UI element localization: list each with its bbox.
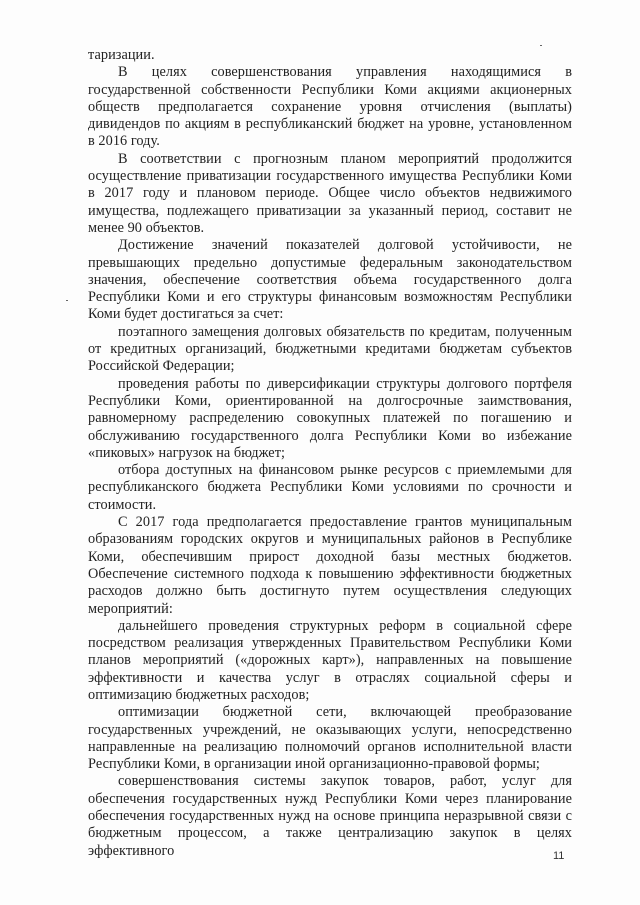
body-text: [88, 47, 572, 860]
paragraph: Достижение значений показателей долговой устойчивости, не превышающих предельно допустимые федеральным законодательством значения, обеспечение соответствия объема государственного долга Республики Коми и его структуры финансовым возможностям Республики Коми будет достигаться за счет:: [88, 237, 572, 323]
page-number: 11: [553, 850, 565, 862]
paragraph: оптимизации бюджетной сети, включающей преобразование государственных учреждений, не оказывающих услуги, непосредственно направленные на реализацию полномочий органов исполнительной власти Республики Коми, в организации иной организационно-правовой формы;: [88, 704, 572, 773]
paragraph: поэтапного замещения долговых обязательств по кредитам, полученным от кредитных организаций, бюджетными кредитами бюджетам субъектов Российской Федерации;: [88, 323, 572, 375]
paragraph: проведения работы по диверсификации структуры долгового портфеля Республики Коми, ориентированной на долгосрочные заимствования, равномерному распределению совокупных платежей по погашению и обслуживанию государственного долга Республики Коми во избежание «пиковых» нагрузок на бюджет;: [88, 375, 572, 461]
paragraph: отбора доступных на финансовом рынке ресурсов с приемлемыми для республиканского бюджета Республики Коми условиями по срочности и стоимости.: [88, 462, 572, 513]
scan-speck: [66, 300, 68, 301]
paragraph: С 2017 года предполагается предоставление грантов муниципальным образованиям городских округов и муниципальных районов в Республике Коми, обеспечившим прирост доходной базы местных бюджетов. Обеспечение системного подхода к повышению эффективности бюджетных расходов должно быть достигнуто путем осуществления следующих мероприятий:: [88, 514, 572, 617]
paragraph: В соответствии с прогнозным планом мероприятий продолжится осуществление приватизации государственного имущества Республики Коми в 2017 году и плановом периоде. Общее число объектов недвижимого имущества, подлежащего приватизации за указанный период, составит не менее 90 объектов.: [88, 150, 572, 236]
paragraph: дальнейшего проведения структурных реформ в социальной сфере посредством реализация утвержденных Правительством Республики Коми планов мероприятий («дорожных карт»), направленных на повышение эффективности и качества услуг в отраслях социальной сферы и оптимизацию бюджетных расходов;: [88, 617, 572, 703]
paragraph: таризации.: [88, 47, 155, 63]
scan-speck: [540, 45, 542, 46]
paragraph: В целях совершенствования управления находящимися в государственной собственности Республики Коми акциями акционерных обществ предполагается сохранение уровня отчисления (выплаты) дивидендов по акциям в республиканский бюджет на уровне, установленном в 2016 году.: [88, 64, 572, 150]
paragraph: совершенствования системы закупок товаров, работ, услуг для обеспечения государственных нужд Республики Коми через планирование обеспечения государственных нужд на основе принципа неразрывной связи с бюджетным процессом, а также централизацию закупок в целях эффективного: [88, 773, 572, 859]
